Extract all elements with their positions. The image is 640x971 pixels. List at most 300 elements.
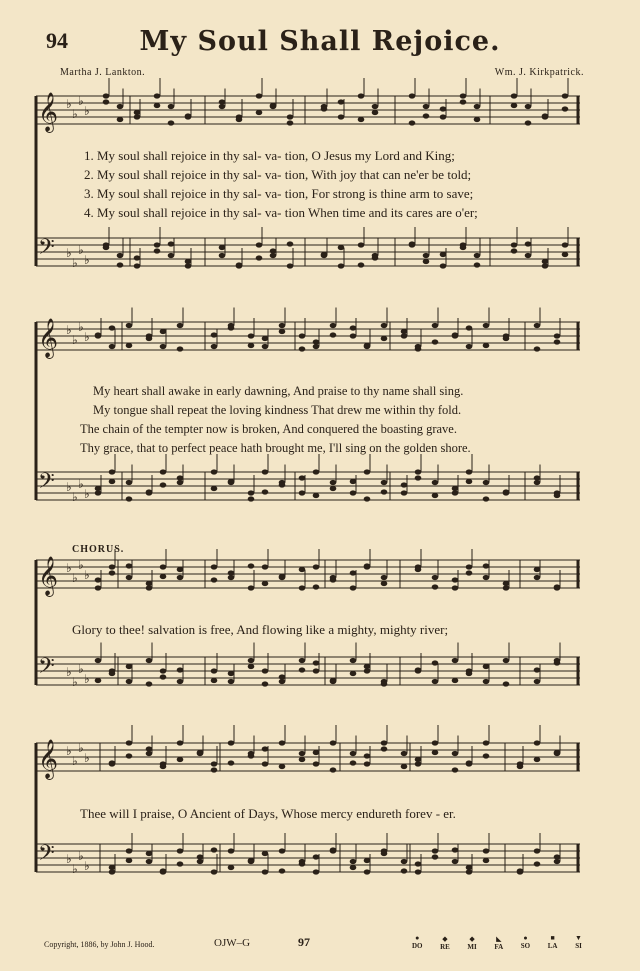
notehead: [415, 346, 422, 351]
notehead: [330, 332, 337, 337]
notehead: [262, 746, 269, 751]
notehead: [350, 325, 357, 330]
flat-sign: ♭: [84, 859, 90, 873]
notehead: [299, 333, 306, 338]
notehead: [109, 869, 116, 874]
notehead: [197, 859, 204, 864]
notehead: [211, 469, 218, 474]
chorus-lyric-2: Thee will I praise, O Ancient of Days, Whose mercy endureth forev - er.: [80, 806, 456, 821]
notehead: [126, 323, 133, 328]
flat-sign: ♭: [66, 246, 72, 260]
notehead: [452, 486, 459, 491]
notehead: [313, 761, 320, 766]
continuation-2: My tongue shall repeat the loving kindness That drew me within thy fold.: [93, 403, 462, 417]
solfege-do: ● DO: [412, 934, 423, 950]
notehead: [554, 584, 561, 589]
notehead: [562, 252, 569, 257]
notehead: [466, 325, 473, 330]
notehead: [483, 323, 490, 328]
verse-1: 1. My soul shall rejoice in thy sal- va- tion, O Jesus my Lord and King;: [84, 148, 455, 163]
composer-credit: Wm. J. Kirkpatrick.: [494, 67, 584, 78]
notehead: [483, 848, 490, 853]
notehead: [517, 868, 524, 873]
notehead: [562, 242, 569, 247]
notehead: [517, 764, 524, 769]
notehead: [248, 664, 255, 669]
flat-sign: ♭: [66, 97, 72, 111]
notehead: [338, 114, 345, 119]
notehead: [177, 475, 184, 480]
notehead: [256, 93, 263, 98]
notehead: [350, 658, 357, 663]
notehead: [432, 854, 439, 859]
notehead: [299, 658, 306, 663]
notehead: [452, 332, 459, 337]
bass-clef: 𝄢: [38, 654, 55, 684]
notehead: [338, 99, 345, 104]
notehead: [248, 585, 255, 590]
notehead: [146, 658, 153, 663]
flat-sign: ♭: [78, 741, 84, 755]
notehead: [177, 575, 184, 580]
notehead: [211, 668, 218, 673]
notehead: [330, 577, 337, 582]
notehead: [103, 93, 110, 98]
notehead: [299, 861, 306, 866]
notehead: [483, 563, 490, 568]
notehead: [330, 767, 337, 772]
notehead: [279, 848, 286, 853]
notehead: [401, 490, 408, 495]
notehead: [109, 760, 116, 765]
bass-clef: 𝄢: [38, 235, 55, 265]
notehead: [126, 753, 133, 758]
notehead: [160, 564, 167, 569]
notehead: [364, 469, 371, 474]
notehead: [432, 323, 439, 328]
notehead: [358, 242, 365, 247]
lyricist-credit: Martha J. Lankton.: [60, 67, 146, 78]
notehead: [401, 333, 408, 338]
notehead: [228, 671, 235, 676]
notehead: [248, 490, 255, 495]
flat-sign: ♭: [72, 333, 78, 347]
notehead: [534, 740, 541, 745]
verse-4: 4. My soul shall rejoice in thy sal- va- tion When time and its cares are o'er;: [84, 205, 478, 220]
notehead: [401, 868, 408, 873]
notehead: [146, 489, 153, 494]
notehead: [109, 344, 116, 349]
flat-sign: ♭: [72, 490, 78, 504]
notehead: [554, 660, 561, 665]
notehead: [423, 259, 430, 264]
notehead: [381, 746, 388, 751]
notehead: [554, 750, 561, 755]
flat-sign: ♭: [78, 558, 84, 572]
notehead: [299, 475, 306, 480]
page-number: 94: [46, 28, 68, 53]
notehead: [562, 106, 569, 111]
notehead: [409, 120, 416, 125]
notehead: [330, 486, 337, 491]
notehead: [452, 859, 459, 864]
notehead: [452, 767, 459, 772]
notehead: [248, 343, 255, 348]
flat-sign: ♭: [66, 744, 72, 758]
notehead: [177, 323, 184, 328]
notehead: [474, 262, 481, 267]
continuation-3: The chain of the tempter now is broken, And conquered the boasting grave.: [80, 422, 457, 436]
notehead: [177, 667, 184, 672]
notehead: [219, 253, 226, 258]
notehead: [146, 859, 153, 864]
notehead: [287, 120, 294, 125]
notehead: [401, 859, 408, 864]
notehead: [177, 567, 184, 572]
notehead: [279, 674, 286, 679]
bass-clef: 𝄢: [38, 469, 55, 499]
notehead: [503, 336, 510, 341]
notehead: [350, 859, 357, 864]
notehead: [262, 336, 269, 341]
notehead: [160, 764, 167, 769]
notehead: [313, 750, 320, 755]
notehead: [287, 114, 294, 119]
notehead: [330, 740, 337, 745]
notehead: [270, 248, 277, 253]
notehead: [279, 679, 286, 684]
notehead: [95, 577, 102, 582]
notehead: [330, 323, 337, 328]
notehead: [126, 563, 133, 568]
notehead: [248, 496, 255, 501]
notehead: [364, 664, 371, 669]
chorus-lyric-1: Glory to thee! salvation is free, And flowing like a mighty, mighty river;: [72, 622, 449, 637]
notehead: [534, 567, 541, 572]
notehead: [126, 343, 133, 348]
notehead: [228, 760, 235, 765]
notehead: [452, 678, 459, 683]
notehead: [511, 103, 518, 108]
notehead: [452, 585, 459, 590]
bass-clef: 𝄢: [38, 841, 55, 871]
notehead: [197, 854, 204, 859]
notehead: [160, 469, 167, 474]
notehead: [432, 679, 439, 684]
notehead: [440, 252, 447, 257]
solfege-mi: ◆ MI: [467, 935, 477, 951]
notehead: [466, 479, 473, 484]
notehead: [534, 861, 541, 866]
notehead: [95, 490, 102, 495]
notehead: [248, 753, 255, 758]
notehead: [126, 480, 133, 485]
notehead: [270, 103, 277, 108]
continuation-1: My heart shall awake in early dawning, And praise to thy name shall sing.: [93, 384, 464, 398]
notehead: [146, 336, 153, 341]
flat-sign: ♭: [66, 480, 72, 494]
notehead: [466, 869, 473, 874]
notehead: [262, 344, 269, 349]
notehead: [262, 869, 269, 874]
notehead: [248, 563, 255, 568]
notehead: [321, 106, 328, 111]
verse-2: 2. My soul shall rejoice in thy sal- va- tion, With joy that can ne'er be told;: [84, 167, 472, 182]
notehead: [211, 564, 218, 569]
notehead: [279, 323, 286, 328]
notehead: [401, 764, 408, 769]
notehead: [109, 671, 116, 676]
notehead: [95, 658, 102, 663]
notehead: [466, 564, 473, 569]
notehead: [160, 344, 167, 349]
treble-clef: 𝄞: [38, 556, 59, 596]
notehead: [483, 664, 490, 669]
notehead: [211, 332, 218, 337]
notehead: [364, 858, 371, 863]
notehead: [117, 104, 124, 109]
notehead: [109, 325, 116, 330]
treble-clef: 𝄞: [38, 318, 59, 358]
flat-sign: ♭: [84, 330, 90, 344]
notehead: [330, 678, 337, 683]
notehead: [350, 865, 357, 870]
notehead: [474, 117, 481, 122]
notehead: [313, 854, 320, 859]
notehead: [503, 489, 510, 494]
notehead: [432, 750, 439, 755]
notehead: [350, 671, 357, 676]
notehead: [542, 259, 549, 264]
notehead: [511, 242, 518, 247]
flat-sign: ♭: [66, 665, 72, 679]
notehead: [160, 482, 167, 487]
notehead: [534, 323, 541, 328]
solfege-la: ■ LA: [547, 934, 558, 950]
notehead: [126, 858, 133, 863]
notehead: [299, 346, 306, 351]
notehead: [452, 490, 459, 495]
notehead: [350, 760, 357, 765]
footer-number: 97: [298, 935, 310, 949]
notehead: [177, 679, 184, 684]
notehead: [160, 674, 167, 679]
notehead: [483, 496, 490, 501]
notehead: [330, 480, 337, 485]
notehead: [381, 681, 388, 686]
notehead: [364, 869, 371, 874]
notehead: [211, 577, 218, 582]
notehead: [177, 480, 184, 485]
notehead: [154, 103, 161, 108]
notehead: [372, 104, 379, 109]
notehead: [299, 751, 306, 756]
notehead: [262, 668, 269, 673]
notehead: [440, 106, 447, 111]
flat-sign: ♭: [78, 94, 84, 108]
notehead: [287, 263, 294, 268]
notehead: [160, 668, 167, 673]
notehead: [146, 746, 153, 751]
solfege-re: ◆ RE: [440, 935, 450, 951]
notehead: [146, 585, 153, 590]
notehead: [474, 104, 481, 109]
notehead: [185, 263, 192, 268]
notehead: [177, 740, 184, 745]
notehead: [177, 861, 184, 866]
notehead: [262, 564, 269, 569]
notehead: [415, 469, 422, 474]
notehead: [228, 575, 235, 580]
notehead: [358, 93, 365, 98]
hymn-title: My Soul Shall Rejoice.: [139, 26, 501, 57]
notehead: [440, 263, 447, 268]
notehead: [401, 751, 408, 756]
notehead: [483, 343, 490, 348]
notehead: [168, 104, 175, 109]
notehead: [534, 475, 541, 480]
flat-sign: ♭: [84, 104, 90, 118]
notehead: [432, 493, 439, 498]
notehead: [350, 585, 357, 590]
notehead: [219, 99, 226, 104]
notehead: [95, 585, 102, 590]
notehead: [248, 658, 255, 663]
notehead: [236, 117, 243, 122]
notehead: [381, 740, 388, 745]
notehead: [381, 581, 388, 586]
notehead: [262, 469, 269, 474]
notehead: [503, 585, 510, 590]
notehead: [534, 575, 541, 580]
notehead: [126, 575, 133, 580]
notehead: [432, 584, 439, 589]
notehead: [483, 740, 490, 745]
notehead: [134, 110, 141, 115]
notehead: [134, 114, 141, 119]
notehead: [483, 858, 490, 863]
notehead: [503, 658, 510, 663]
notehead: [256, 255, 263, 260]
notehead: [364, 761, 371, 766]
chorus-label: CHORUS.: [72, 544, 125, 555]
notehead: [372, 255, 379, 260]
notehead: [279, 740, 286, 745]
notehead: [236, 262, 243, 267]
notehead: [452, 847, 459, 852]
notehead: [525, 253, 532, 258]
notehead: [364, 496, 371, 501]
notehead: [211, 344, 218, 349]
notehead: [270, 253, 277, 258]
notehead: [168, 241, 175, 246]
notehead: [372, 110, 379, 115]
flat-sign: ♭: [84, 253, 90, 267]
notehead: [452, 658, 459, 663]
flat-sign: ♭: [72, 754, 78, 768]
footer-code: OJW–G: [214, 937, 251, 949]
notehead: [279, 764, 286, 769]
notehead: [440, 114, 447, 119]
notehead: [381, 336, 388, 341]
notehead: [562, 93, 569, 98]
notehead: [262, 581, 269, 586]
notehead: [466, 865, 473, 870]
notehead: [364, 753, 371, 758]
notehead: [177, 757, 184, 762]
notehead: [409, 241, 416, 246]
notehead: [185, 113, 192, 118]
notehead: [154, 248, 161, 253]
notehead: [256, 110, 263, 115]
notehead: [466, 570, 473, 575]
notehead: [299, 567, 306, 572]
copyright-notice: Copyright, 1886, by John J. Hood.: [44, 940, 155, 949]
notehead: [134, 263, 141, 268]
notehead: [503, 581, 510, 586]
notehead: [109, 570, 116, 575]
solfege-so: ● SO: [520, 934, 531, 950]
notehead: [432, 339, 439, 344]
flat-sign: ♭: [72, 107, 78, 121]
notehead: [364, 668, 371, 673]
notehead: [423, 104, 430, 109]
solfege-fa: ◣ FA: [494, 935, 504, 951]
notehead: [460, 99, 467, 104]
notehead: [279, 482, 286, 487]
notehead: [358, 262, 365, 267]
notehead: [228, 848, 235, 853]
notehead: [525, 104, 532, 109]
notehead: [350, 333, 357, 338]
notehead: [350, 479, 357, 484]
notehead: [525, 241, 532, 246]
notehead: [211, 761, 218, 766]
notehead: [134, 255, 141, 260]
notehead: [466, 760, 473, 765]
notehead: [338, 245, 345, 250]
notehead: [228, 570, 235, 575]
notehead: [432, 848, 439, 853]
notehead: [381, 851, 388, 856]
notehead: [554, 859, 561, 864]
notehead: [211, 869, 218, 874]
notehead: [117, 253, 124, 258]
notehead: [483, 575, 490, 580]
notehead: [313, 339, 320, 344]
notehead: [483, 480, 490, 485]
flat-sign: ♭: [72, 256, 78, 270]
notehead: [415, 667, 422, 672]
notehead: [452, 751, 459, 756]
notehead: [262, 761, 269, 766]
notehead: [358, 117, 365, 122]
flat-sign: ♭: [66, 323, 72, 337]
notehead: [211, 486, 218, 491]
flat-sign: ♭: [78, 243, 84, 257]
notehead: [177, 346, 184, 351]
notehead: [279, 574, 286, 579]
notehead: [313, 564, 320, 569]
notehead: [154, 242, 161, 247]
notehead: [350, 570, 357, 575]
notehead: [262, 489, 269, 494]
continuation-4: Thy grace, that to perfect peace hath brought me, I'll sing on the golden shore.: [80, 441, 471, 455]
flat-sign: ♭: [72, 675, 78, 689]
notehead: [534, 679, 541, 684]
notehead: [279, 868, 286, 873]
notehead: [364, 563, 371, 568]
